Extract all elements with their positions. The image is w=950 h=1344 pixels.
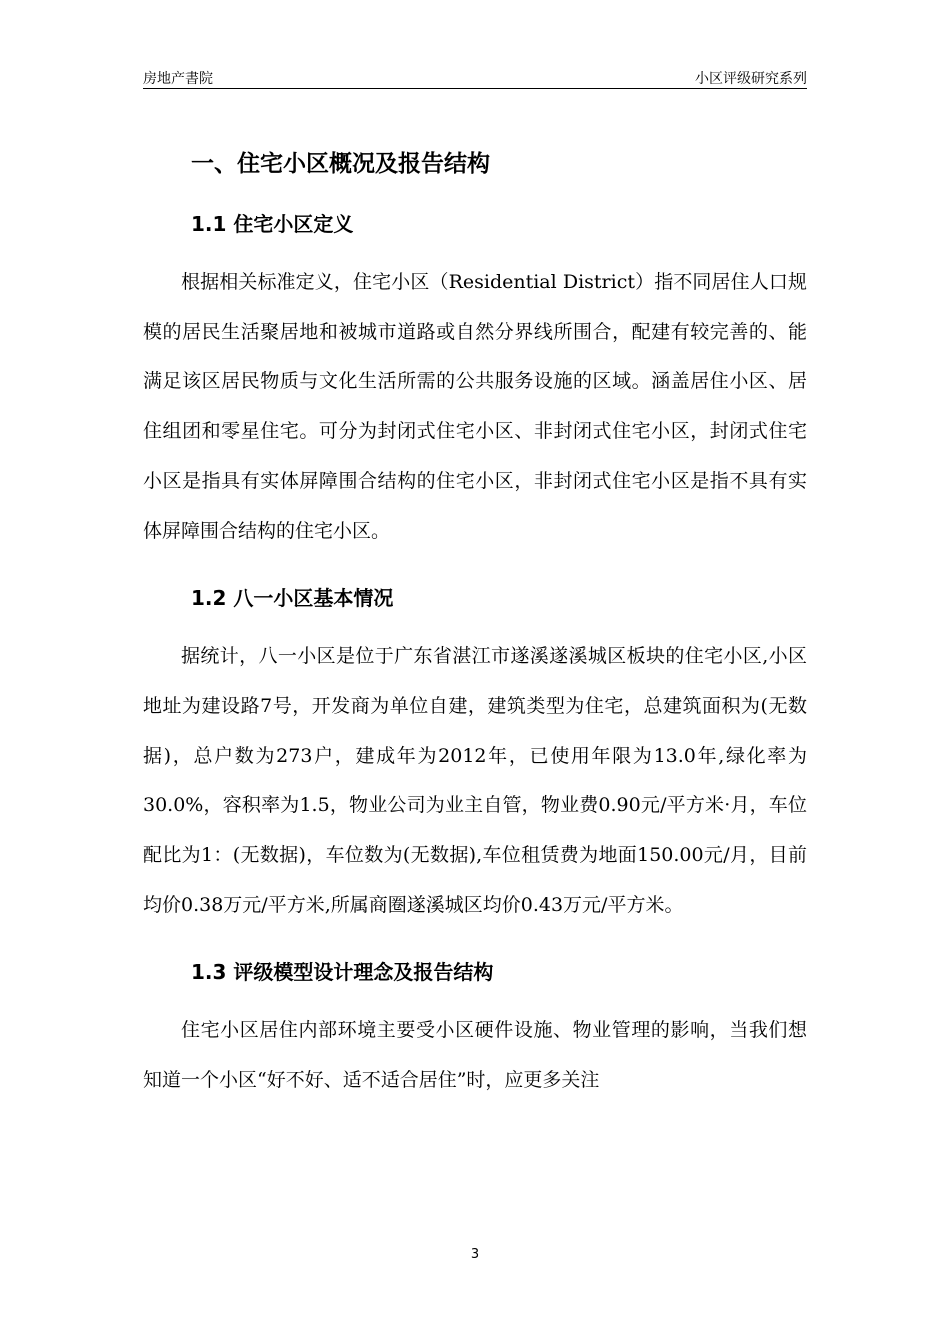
chapter-title: 一、住宅小区概况及报告结构	[191, 151, 490, 177]
page-number: 3	[470, 1247, 480, 1262]
page-content	[143, 138, 807, 1106]
page-header	[143, 64, 807, 89]
section-heading-1-2: 1.2 八一小区基本情况	[191, 586, 394, 611]
section-body-1-2: 据统计，八一小区是位于广东省湛江市遂溪遂溪城区板块的住宅小区,小区地址为建设路7号，开发商为单位自建，建筑类型为住宅，总建筑面积为(无数据)，总户数为273户，建成年为2012年，已使用年限为13.0年,绿化率为30.0%，容积率为1.5，物业公司为业主自管，物业费0.90元/平方米·月，车位配比为1：(无数据)，车位数为(无数据),车位租赁费为地面150.00元/月，目前均价0.38万元/平方米,所属商圈遂溪城区均价0.43万元/平方米。	[143, 645, 807, 916]
section-body-1-1: 根据相关标准定义，住宅小区（Residential District）指不同居住人口规模的居民生活聚居地和被城市道路或自然分界线所围合，配建有较完善的、能满足该区居民物质与文化生活所需的公共服务设施的区域。涵盖居住小区、居住组团和零星住宅。可分为封闭式住宅小区、非封闭式住宅小区，封闭式住宅小区是指具有实体屏障围合结构的住宅小区，非封闭式住宅小区是指不具有实体屏障围合结构的住宅小区。	[143, 271, 807, 542]
section-body-1-3: 住宅小区居住内部环境主要受小区硬件设施、物业管理的影响，当我们想知道一个小区“好不好、适不适合居住”时，应更多关注	[143, 1019, 807, 1092]
section-heading-1-3: 1.3 评级模型设计理念及报告结构	[191, 960, 494, 985]
header-left-title: 房地产書院	[143, 71, 213, 87]
section-heading-1-1: 1.1 住宅小区定义	[191, 212, 354, 236]
header-right-title: 小区评级研究系列	[695, 71, 807, 87]
